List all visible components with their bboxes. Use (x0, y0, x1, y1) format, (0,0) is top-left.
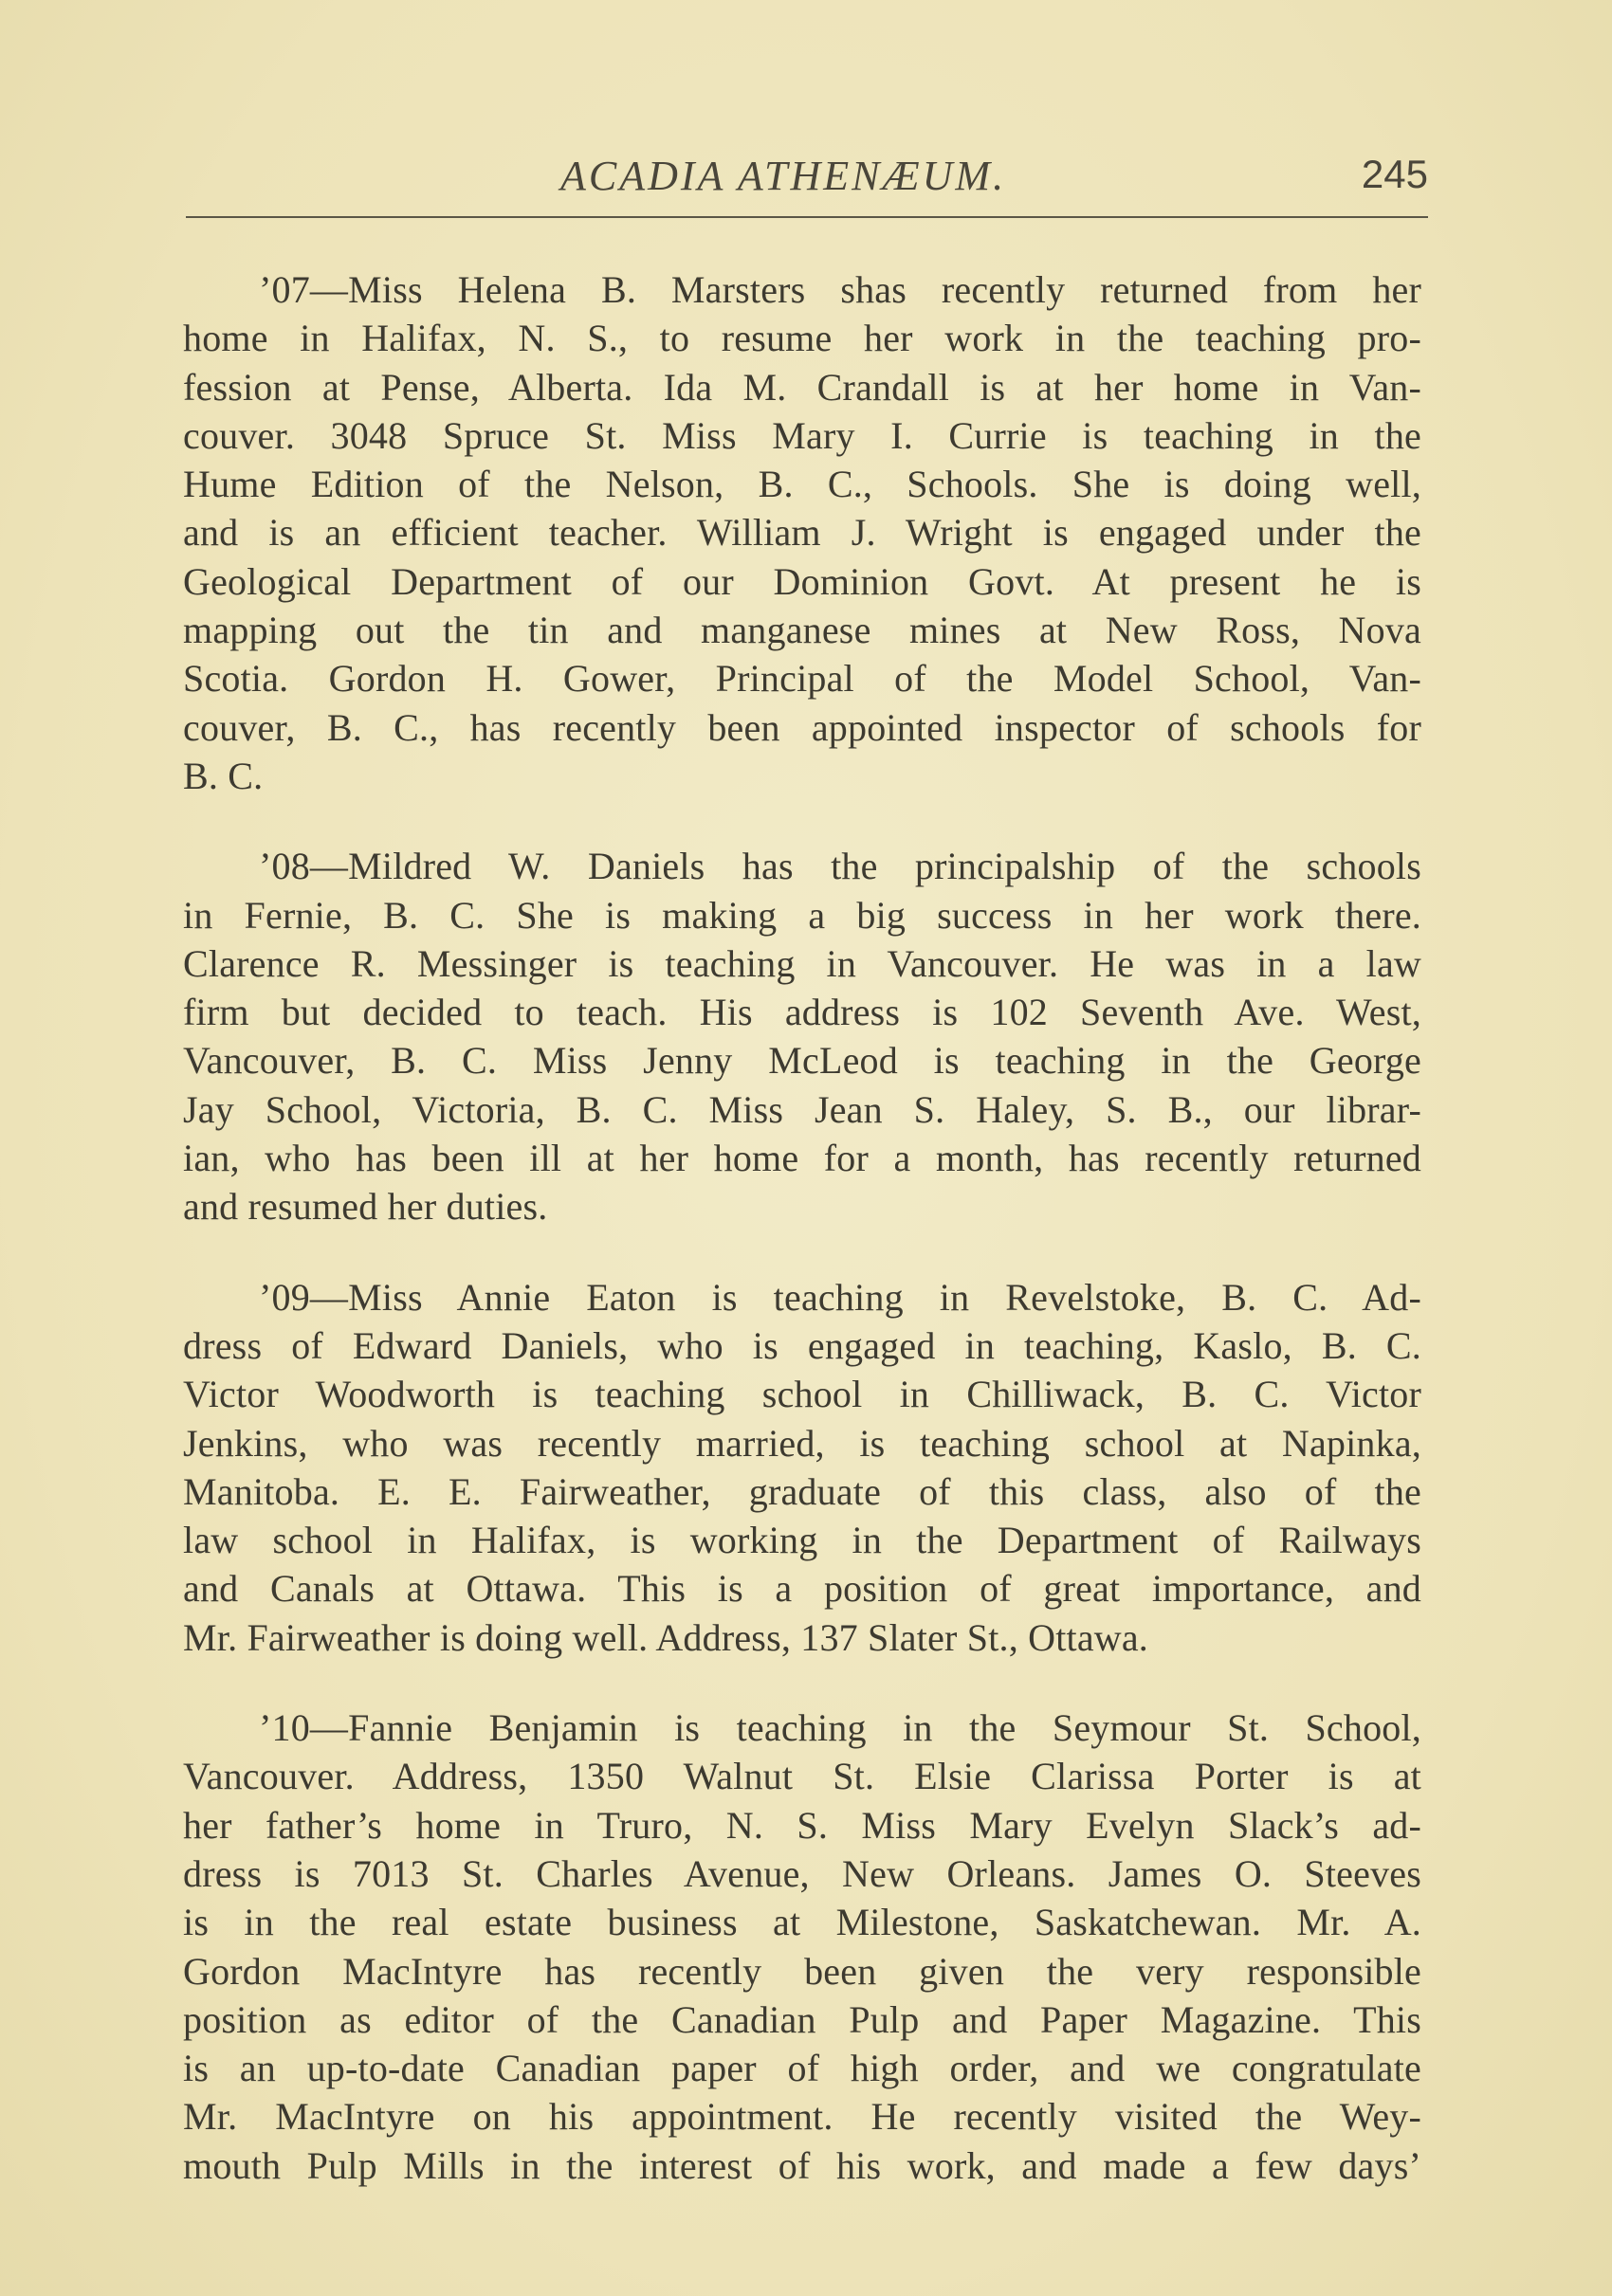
text-line: Jay School, Victoria, B. C. Miss Jean S. Haley, S. B., our librar- (183, 1087, 1421, 1131)
header-rule (186, 216, 1428, 218)
text-line: ’09—Miss Annie Eaton is teaching in Revelstoke, B. C. Ad- (259, 1275, 1421, 1319)
class-note-1910 (183, 1704, 1421, 2190)
text-line: Scotia. Gordon H. Gower, Principal of the Model School, Van- (183, 657, 1421, 701)
page-number: 245 (1361, 152, 1428, 196)
text-line: dress is 7013 St. Charles Avenue, New Orleans. James O. Steeves (183, 1851, 1421, 1895)
text-line: and Canals at Ottawa. This is a position of great importance, and (183, 1567, 1421, 1611)
text-line: couver. 3048 Spruce St. Miss Mary I. Currie is teaching in the (183, 413, 1421, 457)
text-line: law school in Halifax, is working in the Department of Railways (183, 1519, 1421, 1562)
text-line: position as editor of the Canadian Pulp and Paper Magazine. This (183, 1997, 1421, 2041)
text-line: Geological Department of our Dominion Govt. At present he is (183, 559, 1421, 603)
text-line: dress of Edward Daniels, who is engaged in teaching, Kaslo, B. C. (183, 1323, 1421, 1367)
text-line: Victor Woodworth is teaching school in Chilliwack, B. C. Victor (183, 1373, 1421, 1416)
text-line: Vancouver, B. C. Miss Jenny McLeod is teaching in the George (183, 1039, 1421, 1083)
text-line: Manitoba. E. E. Fairweather, graduate of this class, also of the (183, 1469, 1421, 1513)
article-body (183, 265, 1421, 2232)
text-line: firm but decided to teach. His address is 102 Seventh Ave. West, (183, 991, 1421, 1034)
text-line: in Fernie, B. C. She is making a big success in her work there. (183, 893, 1421, 937)
text-line: and is an efficient teacher. William J. Wright is engaged under the (183, 511, 1421, 555)
class-note-1909 (183, 1273, 1421, 1662)
text-line: and resumed her duties. (183, 1185, 548, 1229)
text-line: home in Halifax, N. S., to resume her work in the teaching pro- (183, 317, 1421, 360)
text-line: Gordon MacIntyre has recently been given the very responsible (183, 1949, 1421, 1993)
text-line: ’10—Fannie Benjamin is teaching in the Seymour St. School, (259, 1706, 1421, 1750)
running-title: ACADIA ATHENÆUM. (560, 153, 1007, 199)
text-line: couver, B. C., has recently been appointed inspector of schools for (183, 705, 1421, 749)
text-line: mouth Pulp Mills in the interest of his work, and made a few days’ (183, 2143, 1421, 2187)
page-header (186, 152, 1428, 209)
text-line: Clarence R. Messinger is teaching in Vancouver. He was in a law (183, 941, 1421, 985)
class-note-1907 (183, 265, 1421, 800)
class-note-1908 (183, 842, 1421, 1230)
text-line: ian, who has been ill at her home for a month, has recently returned (183, 1137, 1421, 1180)
text-line: Mr. MacIntyre on his appointment. He recently visited the Wey- (183, 2095, 1421, 2139)
text-line: Hume Edition of the Nelson, B. C., Schools. She is doing well, (183, 463, 1421, 506)
text-line: ’07—Miss Helena B. Marsters shas recently returned from her (259, 268, 1421, 311)
text-line: ’08—Mildred W. Daniels has the principalship of the schools (259, 845, 1421, 888)
text-line: her father’s home in Truro, N. S. Miss Mary Evelyn Slack’s ad- (183, 1803, 1421, 1847)
text-line: is an up-to-date Canadian paper of high order, and we congratulate (183, 2047, 1421, 2090)
text-line: fession at Pense, Alberta. Ida M. Crandall is at her home in Van- (183, 365, 1421, 409)
text-line: Vancouver. Address, 1350 Walnut St. Elsie Clarissa Porter is at (183, 1755, 1421, 1798)
text-line: Jenkins, who was recently married, is teaching school at Napinka, (183, 1421, 1421, 1465)
text-line: mapping out the tin and manganese mines at New Ross, Nova (183, 609, 1421, 652)
text-line: Mr. Fairweather is doing well. Address, 137 Slater St., Ottawa. (183, 1615, 1149, 1659)
text-line: B. C. (183, 754, 264, 797)
text-line: is in the real estate business at Milestone, Saskatchewan. Mr. A. (183, 1901, 1421, 1944)
